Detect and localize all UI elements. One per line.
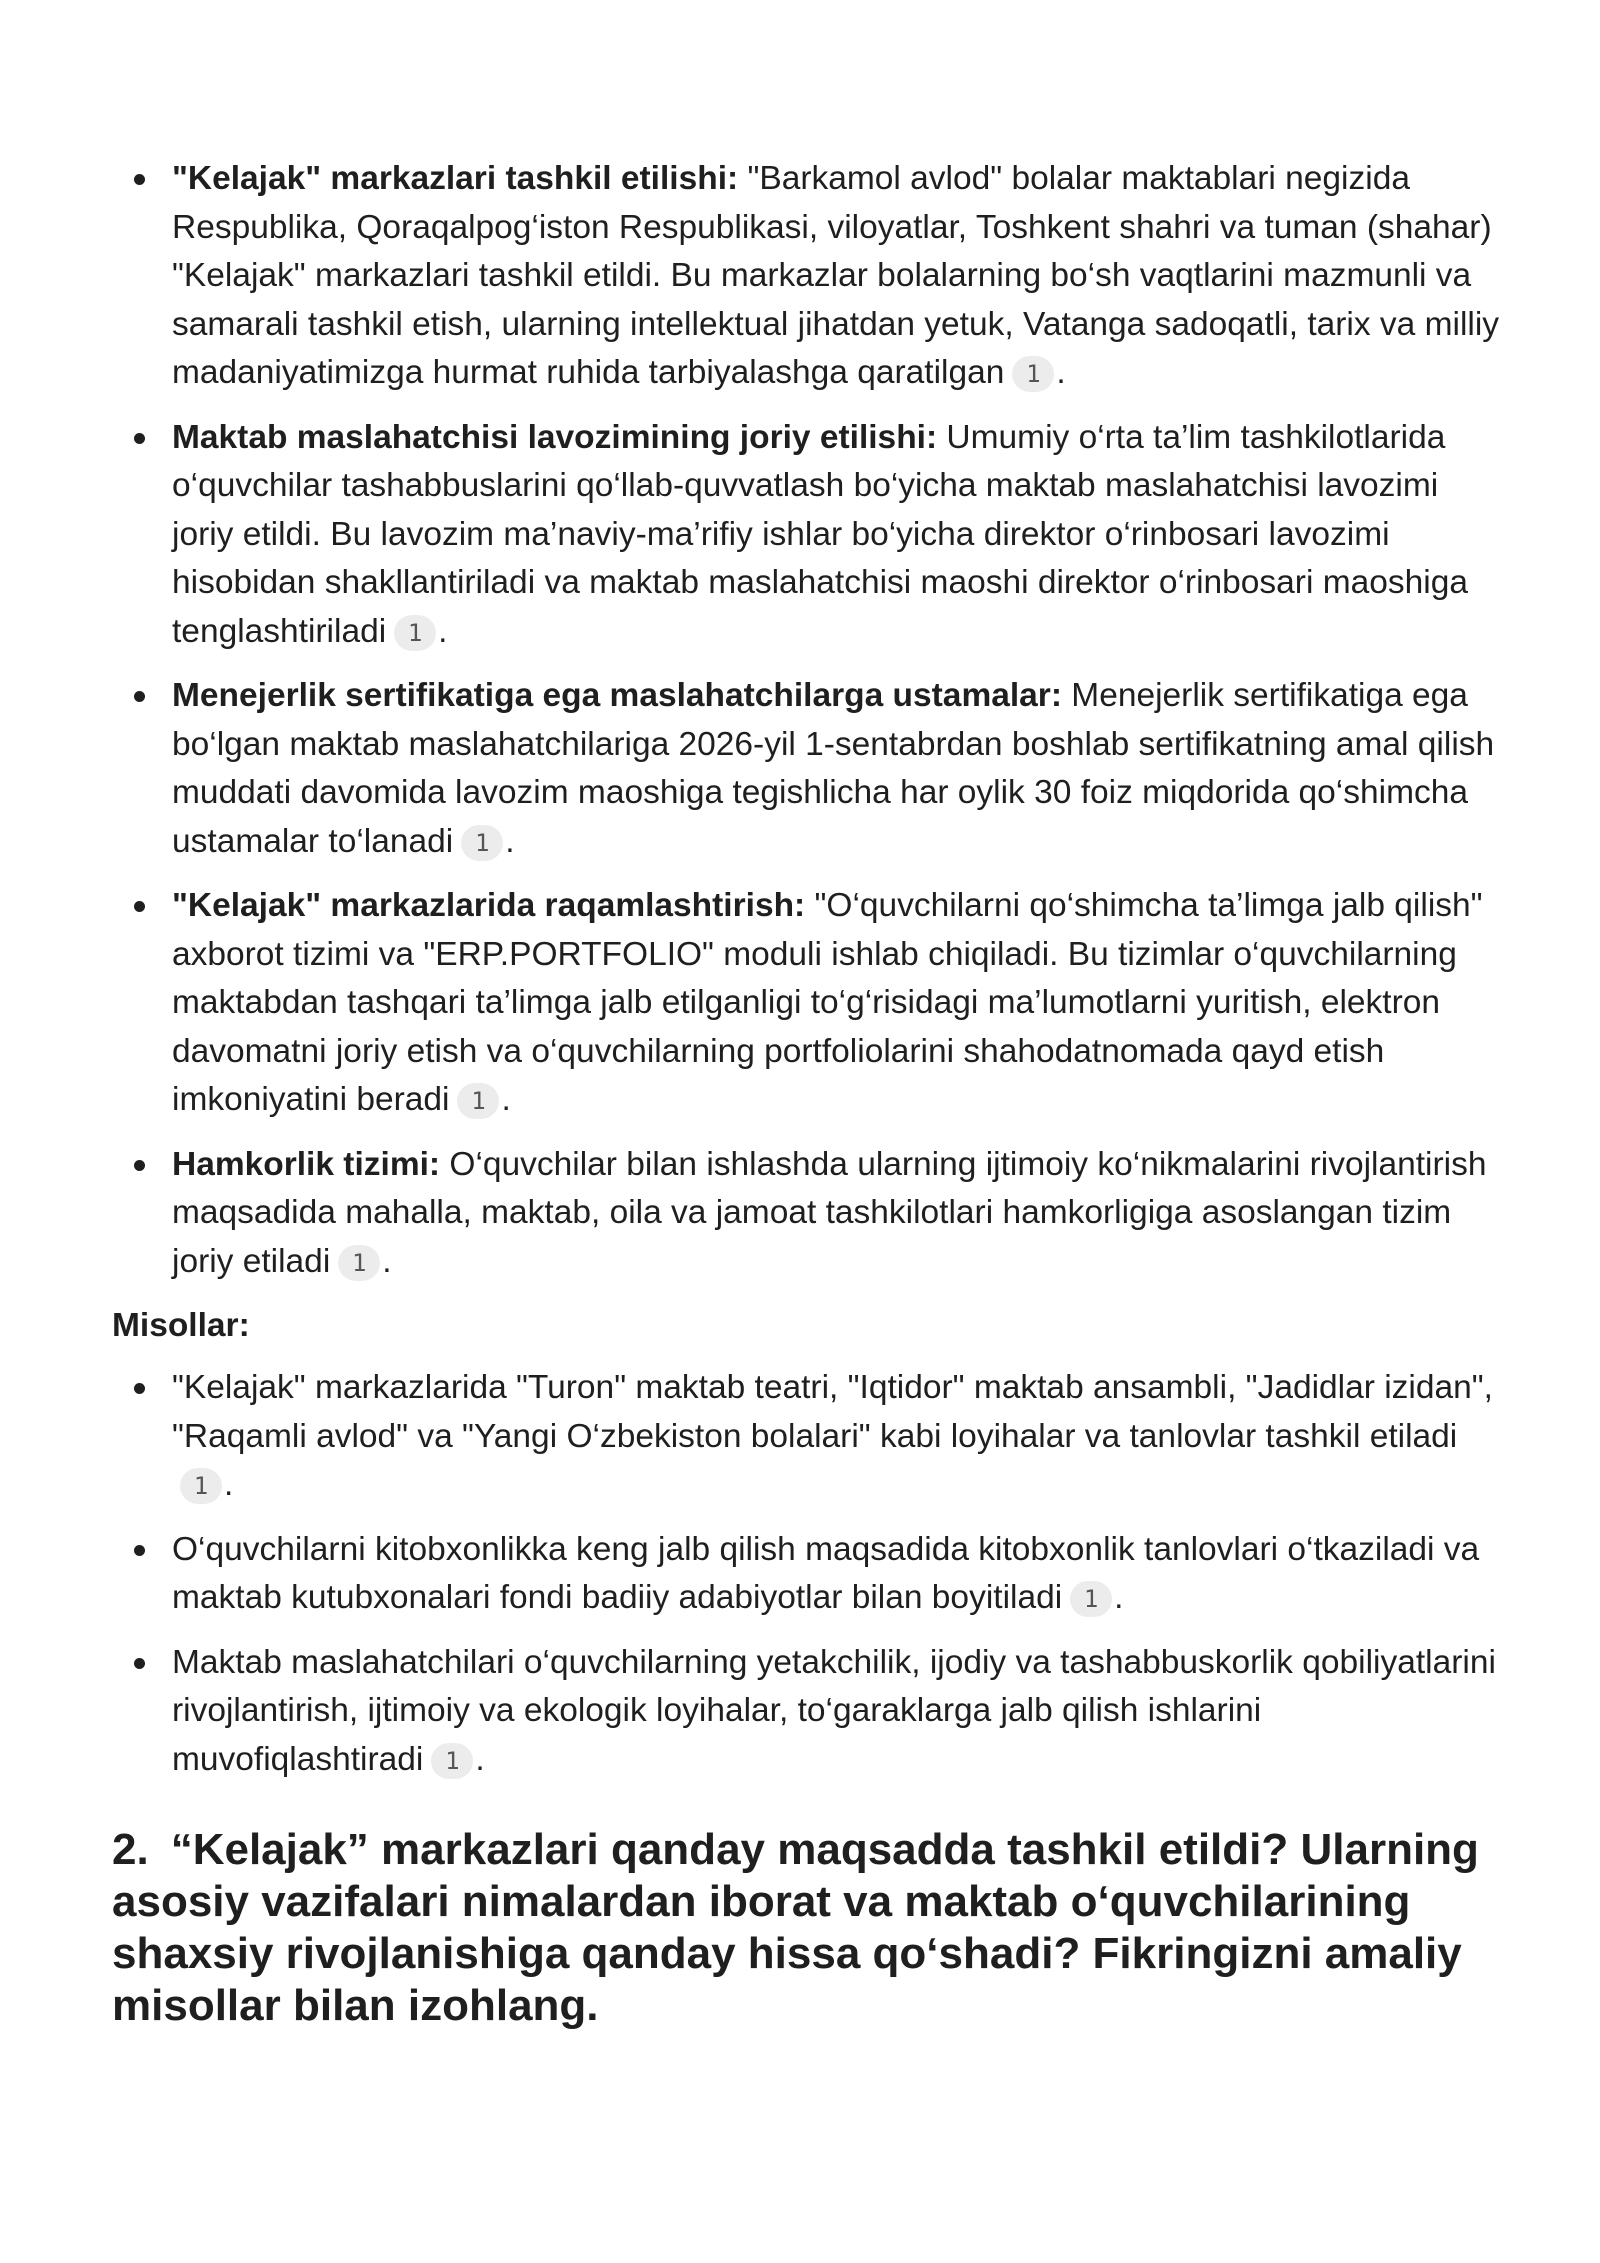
citation-badge[interactable]: 1: [338, 1245, 380, 1281]
item-text: O‘quvchilarni kitobxonlikka keng jalb qilish maqsadida kitobxonlik tanlovlari o‘tkaziladi va maktab kutubxonalari fondi badiiy adabiyotlar bilan boyitiladi: [172, 1530, 1480, 1616]
citation-badge[interactable]: 1: [394, 615, 436, 651]
bullet-icon: [134, 691, 145, 702]
list-item: Maktab maslahatchilari o‘quvchilarning yetakchilik, ijodiy va tashabbuskorlik qobiliyatlarini rivojlantirish, ijtimoiy va ekologik loyihalar, to‘garaklarga jalb qilish ishlarini muvofiqlashtiradi 1 .: [112, 1639, 1502, 1785]
item-text: "O‘quvchilarni qo‘shimcha ta’limga jalb qilish" axborot tizimi va "ERP.PORTFOLIO" moduli ishlab chiqiladi. Bu tizimlar o‘quvchilarning maktabdan tashqari ta’limga jalb etilganligi to‘g‘risidagi ma’lumotlarni yuritish, elektron davomatni joriy etish va o‘quvchilarning portfoliolarini shahodatnomada qayd etish imkoniyatini beradi: [172, 887, 1483, 1118]
document-page: [112, 155, 1502, 2032]
bullet-icon: [134, 1658, 145, 1669]
citation-badge[interactable]: 1: [1070, 1581, 1112, 1617]
citation-badge[interactable]: 1: [431, 1743, 473, 1779]
list-item: "Kelajak" markazlarida "Turon" maktab teatri, "Iqtidor" maktab ansambli, "Jadidlar izidan", "Raqamli avlod" va "Yangi O‘zbekiston bolalari" kabi loyihalar va tanlovlar tashkil etiladi1 .: [112, 1364, 1502, 1510]
list-item: "Kelajak" markazlarida raqamlashtirish: "O‘quvchilarni qo‘shimcha ta’limga jalb qilish" axborot tizimi va "ERP.PORTFOLIO" moduli ishlab chiqiladi. Bu tizimlar o‘quvchilarning maktabdan tashqari ta’limga jalb etilganligi to‘g‘risidagi ma’lumotlarni yuritish, elektron davomatni joriy etish va o‘quvchilarning portfoliolarini shahodatnomada qayd etish imkoniyatini beradi 1 .: [112, 882, 1502, 1125]
item-text: Umumiy o‘rta ta’lim tashkilotlarida o‘quvchilar tashabbuslarini qo‘llab-quvvatlash bo‘yicha maktab maslahatchisi lavozimi joriy etildi. Bu lavozim ma’naviy-ma’rifiy ishlar bo‘yicha direktor o‘rinbosari lavozimi hisobidan shakllantiriladi va maktab maslahatchisi maoshi direktor o‘rinbosari maoshiga tenglashtiriladi: [172, 418, 1468, 650]
bullet-icon: [134, 174, 145, 185]
list-item: Menejerlik sertifikatiga ega maslahatchilarga ustamalar: Menejerlik sertifikatiga ega bo‘lgan maktab maslahatchilariga 2026-yil 1-sentabrdan boshlab sertifikatning amal qilish muddati davomida lavozim maoshiga tegishlicha har oylik 30 foiz miqdorida qo‘shimcha ustamalar to‘lanadi 1 .: [112, 672, 1502, 866]
item-title: "Kelajak" markazlari tashkil etilishi:: [172, 160, 739, 197]
item-text: Maktab maslahatchilari o‘quvchilarning yetakchilik, ijodiy va tashabbuskorlik qobiliyatlarini rivojlantirish, ijtimoiy va ekologik loyihalar, to‘garaklarga jalb qilish ishlarini muvofiqlashtiradi: [172, 1643, 1496, 1778]
item-title: Menejerlik sertifikatiga ega maslahatchilarga ustamalar:: [172, 677, 1062, 714]
item-title: Maktab maslahatchisi lavozimining joriy etilishi:: [172, 418, 938, 456]
item-text: O‘quvchilar bilan ishlashda ularning ijtimoiy ko‘nikmalarini rivojlantirish maqsadida mahalla, maktab, oila va jamoat tashkilotlari hamkorligiga asoslangan tizim joriy etiladi: [172, 1145, 1487, 1280]
question-number: 2.: [112, 1825, 149, 1874]
bullet-icon: [134, 901, 145, 912]
citation-badge[interactable]: 1: [461, 825, 503, 861]
bullet-icon: [134, 1545, 145, 1556]
feature-list: [112, 155, 1502, 1286]
citation-badge[interactable]: 1: [1012, 356, 1054, 392]
item-title: Hamkorlik tizimi:: [172, 1145, 441, 1183]
item-text: "Barkamol avlod" bolalar maktablari negizida Respublika, Qoraqalpog‘iston Respublikasi, viloyatlar, Toshkent shahri va tuman (shahar) "Kelajak" markazlari tashkil etildi. Bu markazlar bolalarning bo‘sh vaqtlarini mazmunli va samarali tashkil etish, ularning intellektual jihatdan yetuk, Vatanga sadoqatli, tarix va milliy madaniyatimizga hurmat ruhida tarbiyalashga qaratilgan: [172, 160, 1500, 391]
item-text: "Kelajak" markazlarida "Turon" maktab teatri, "Iqtidor" maktab ansambli, "Jadidlar izidan", "Raqamli avlod" va "Yangi O‘zbekiston bolalari" kabi loyihalar va tanlovlar tashkil etiladi: [172, 1369, 1493, 1455]
list-item: "Kelajak" markazlari tashkil etilishi: "Barkamol avlod" bolalar maktablari negizida Respublika, Qoraqalpog‘iston Respublikasi, viloyatlar, Toshkent shahri va tuman (shahar) "Kelajak" markazlari tashkil etildi. Bu markazlar bolalarning bo‘sh vaqtlarini mazmunli va samarali tashkil etish, ularning intellektual jihatdan yetuk, Vatanga sadoqatli, tarix va milliy madaniyatimizga hurmat ruhida tarbiyalashga qaratilgan 1 .: [112, 155, 1502, 398]
question-text: “Kelajak” markazlari qanday maqsadda tashkil etildi? Ularning asosiy vazifalari nimalardan iborat va maktab o‘quvchilarining shaxsiy rivojlanishiga qanday hissa qo‘shadi? Fikringizni amaliy misollar bilan izohlang.: [112, 1825, 1479, 2030]
item-text: Menejerlik sertifikatiga ega bo‘lgan maktab maslahatchilariga 2026-yil 1-sentabrdan boshlab sertifikatning amal qilish muddati davomida lavozim maoshiga tegishlicha har oylik 30 foiz miqdorida qo‘shimcha ustamalar to‘lanadi: [172, 677, 1495, 860]
examples-list: [112, 1364, 1502, 1784]
examples-heading: Misollar:: [112, 1307, 250, 1344]
bullet-icon: [134, 433, 145, 444]
list-item: Maktab maslahatchisi lavozimining joriy etilishi: Umumiy o‘rta ta’lim tashkilotlarida o‘quvchilar tashabbuslarini qo‘llab-quvvatlash bo‘yicha maktab maslahatchisi lavozimi joriy etildi. Bu lavozim ma’naviy-ma’rifiy ishlar bo‘yicha direktor o‘rinbosari lavozimi hisobidan shakllantiriladi va maktab maslahatchisi maoshi direktor o‘rinbosari maoshiga tenglashtiriladi 1 .: [112, 414, 1502, 657]
question-heading: [112, 1824, 1502, 2032]
citation-badge[interactable]: 1: [457, 1083, 499, 1119]
bullet-icon: [134, 1160, 145, 1171]
citation-badge[interactable]: 1: [180, 1468, 222, 1504]
item-title: "Kelajak" markazlarida raqamlashtirish:: [172, 887, 806, 924]
list-item: Hamkorlik tizimi: O‘quvchilar bilan ishlashda ularning ijtimoiy ko‘nikmalarini rivojlantirish maqsadida mahalla, maktab, oila va jamoat tashkilotlari hamkorligiga asoslangan tizim joriy etiladi 1 .: [112, 1141, 1502, 1287]
bullet-icon: [134, 1383, 145, 1394]
list-item: O‘quvchilarni kitobxonlikka keng jalb qilish maqsadida kitobxonlik tanlovlari o‘tkaziladi va maktab kutubxonalari fondi badiiy adabiyotlar bilan boyitiladi 1 .: [112, 1526, 1502, 1623]
